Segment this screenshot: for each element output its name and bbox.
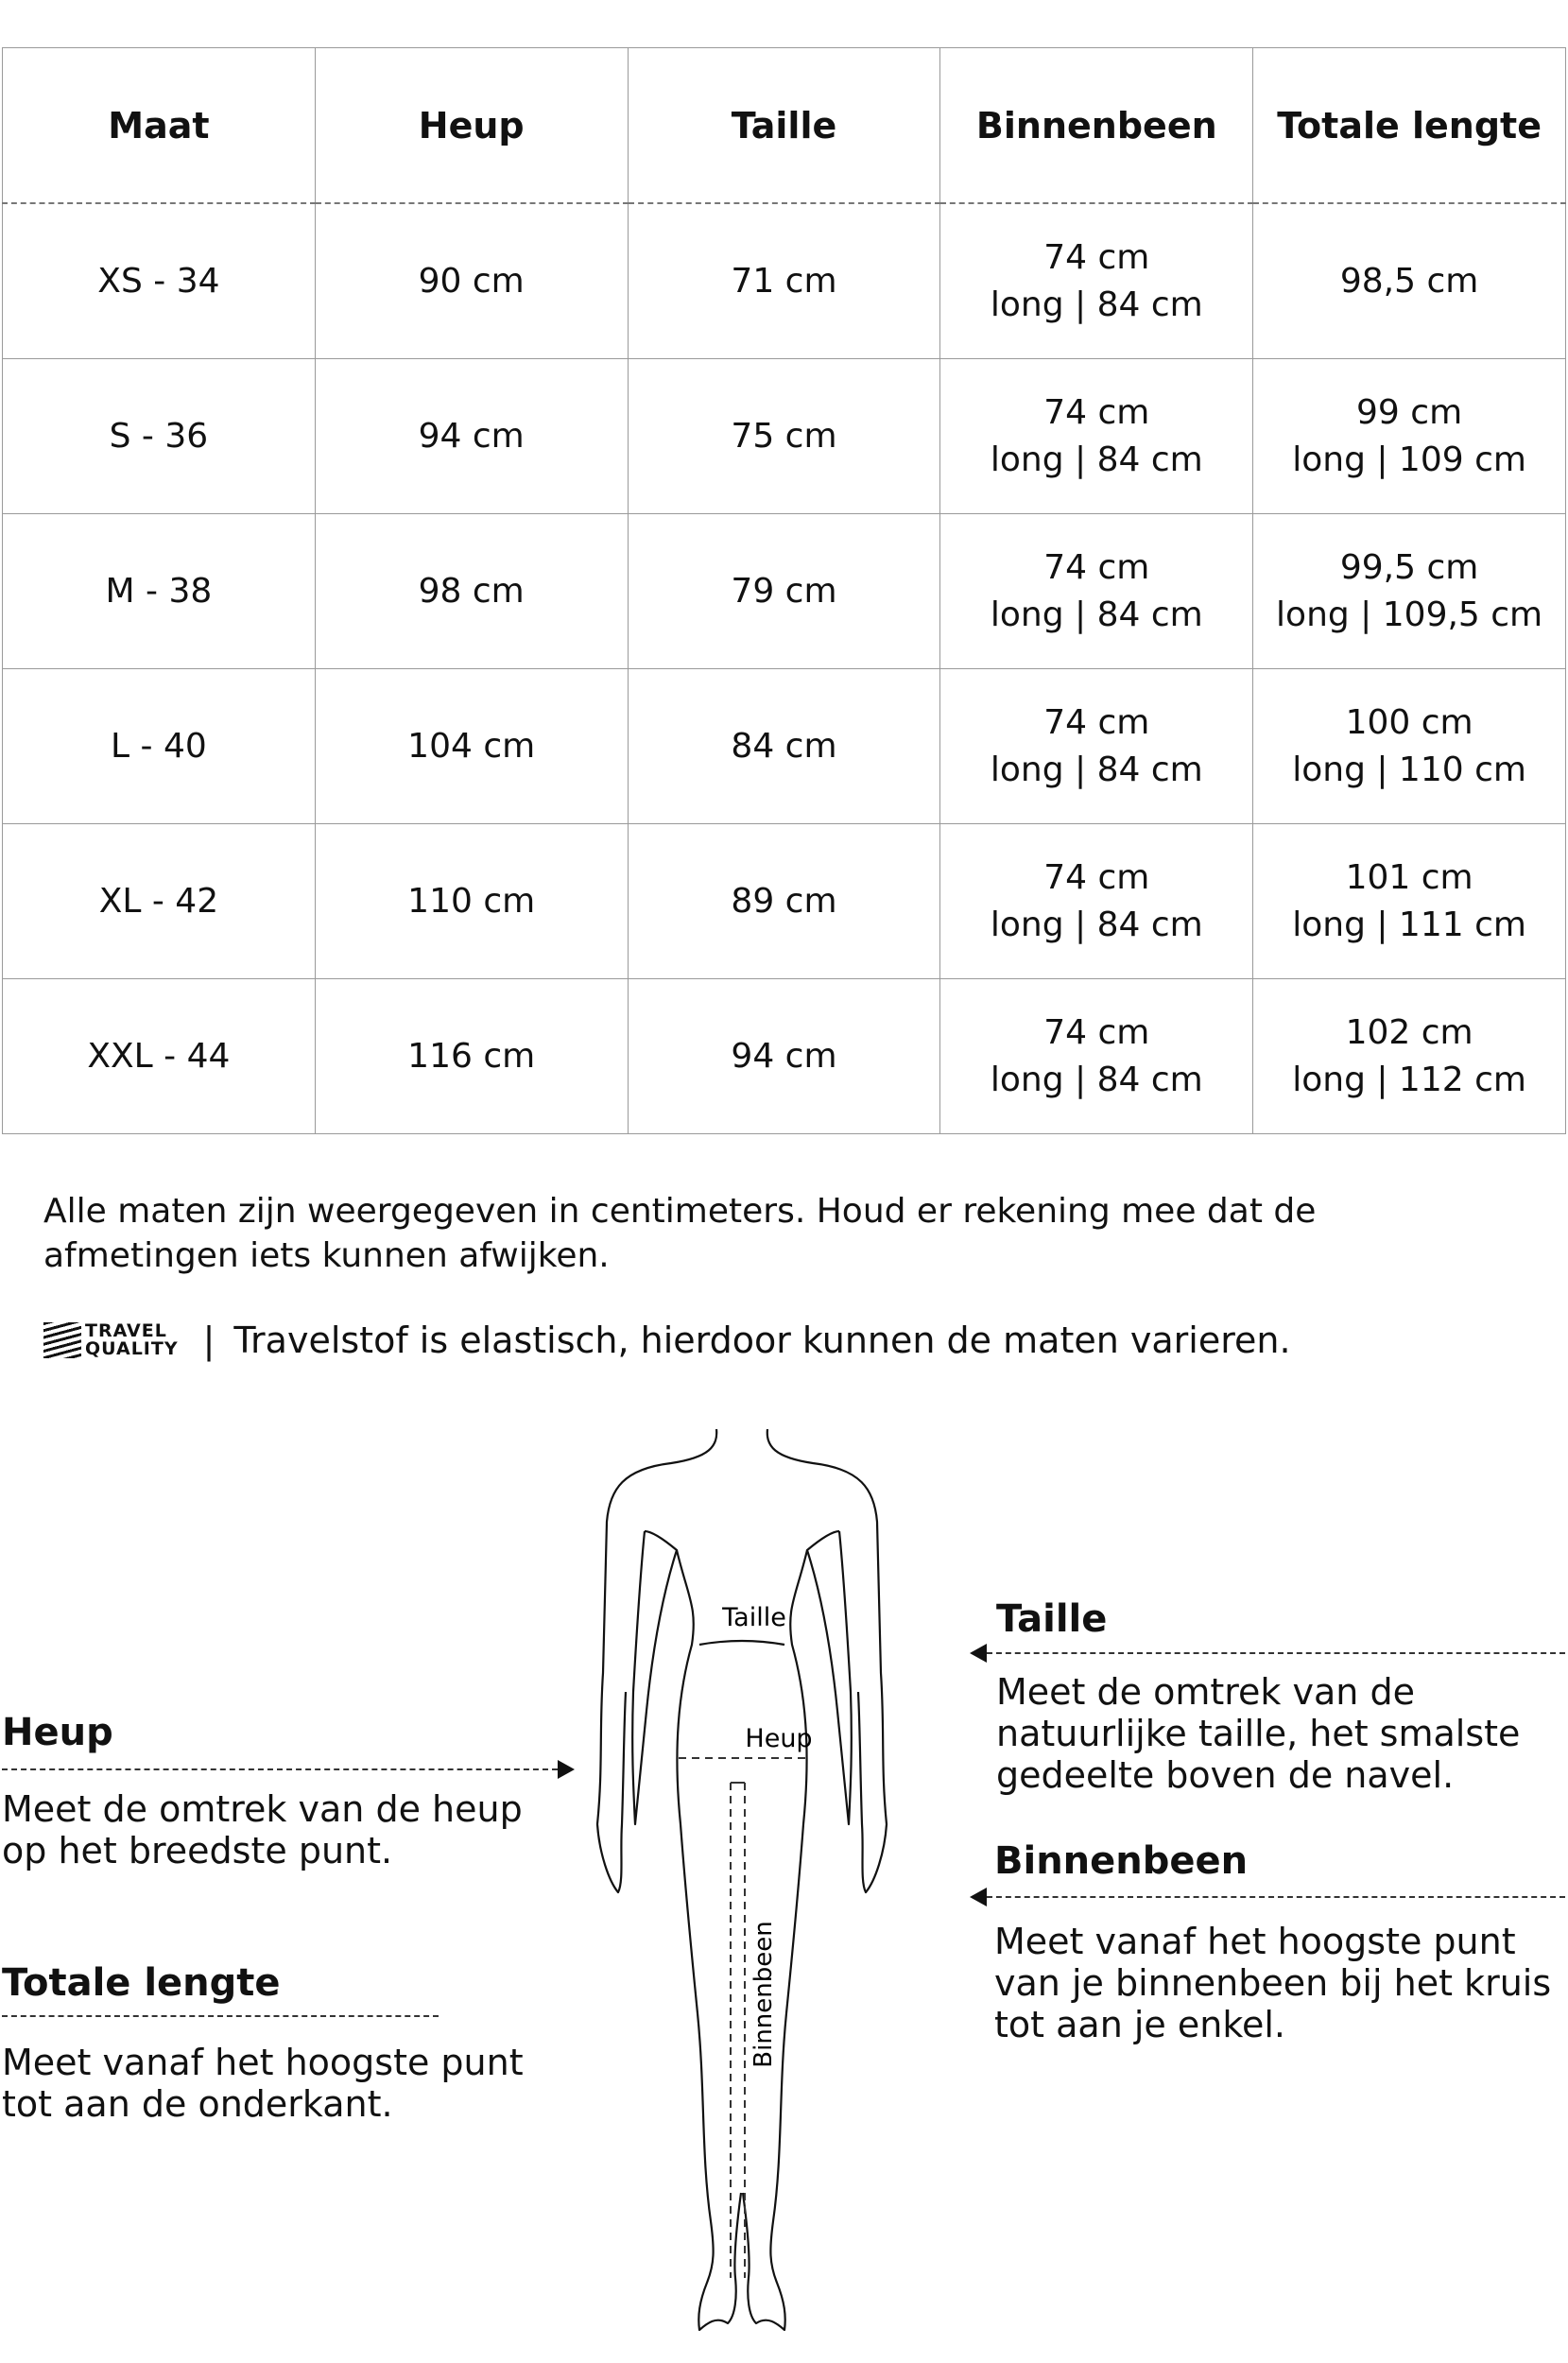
cell-binnenbeen	[940, 824, 1253, 979]
cell-taille-line-1: 94 cm	[731, 1036, 837, 1076]
figure-label-binnenbeen: Binnenbeen	[750, 1921, 778, 2068]
cell-binnenbeen-line-2: long | 84 cm	[990, 440, 1203, 479]
table-row	[3, 514, 1566, 669]
cell-maat	[3, 359, 316, 514]
figure-label-heup: Heup	[745, 1724, 813, 1753]
binnenbeen-description: Meet vanaf het hoogste punt van je binnenbeen bij het kruis tot aan je enkel.	[994, 1921, 1552, 2045]
cell-binnenbeen	[940, 669, 1253, 824]
cell-totale-lengte-line-2: long | 109,5 cm	[1276, 595, 1543, 634]
table-row	[3, 359, 1566, 514]
binnenbeen-arrow-icon	[970, 1888, 987, 1906]
heup-arrow-icon	[558, 1760, 575, 1779]
header-maat: Maat	[3, 48, 316, 204]
cell-maat-line-1: S - 36	[109, 416, 209, 456]
cell-heup	[315, 824, 628, 979]
cell-totale-lengte-line-1: 98,5 cm	[1339, 261, 1479, 301]
travel-note-text: Travelstof is elastisch, hierdoor kunnen de maten varieren.	[233, 1319, 1291, 1361]
cell-heup	[315, 669, 628, 824]
taille-dashed-line	[987, 1652, 1565, 1654]
table-row	[3, 669, 1566, 824]
cell-taille-line-1: 84 cm	[731, 726, 837, 766]
cell-totale-lengte	[1253, 203, 1566, 359]
cell-binnenbeen-line-1: 74 cm	[1043, 857, 1150, 897]
cell-taille-line-1: 75 cm	[731, 416, 837, 456]
header-heup: Heup	[315, 48, 628, 204]
totale-lengte-title: Totale lengte	[2, 1961, 281, 2005]
cell-totale-lengte-line-1: 99 cm	[1356, 392, 1463, 432]
cell-maat	[3, 824, 316, 979]
cell-binnenbeen-line-2: long | 84 cm	[990, 595, 1203, 634]
cell-heup-line-1: 116 cm	[407, 1036, 536, 1076]
header-totale-lengte: Totale lengte	[1253, 48, 1566, 204]
header-binnenbeen: Binnenbeen	[940, 48, 1253, 204]
cell-heup	[315, 203, 628, 359]
cell-maat-line-1: XXL - 44	[87, 1036, 231, 1076]
totale-lengte-dashed-line	[2, 2015, 439, 2017]
cell-heup-line-1: 90 cm	[418, 261, 525, 301]
cell-taille-line-1: 79 cm	[731, 571, 837, 611]
heup-description: Meet de omtrek van de heup op het breedste punt.	[2, 1788, 523, 1871]
cell-totale-lengte-line-2: long | 112 cm	[1292, 1060, 1526, 1099]
cell-maat-line-1: XL - 42	[98, 881, 219, 921]
heup-title: Heup	[2, 1711, 113, 1754]
table-header-row	[3, 48, 1566, 204]
cell-maat	[3, 203, 316, 359]
cell-binnenbeen-line-2: long | 84 cm	[990, 750, 1203, 789]
cell-heup-line-1: 110 cm	[407, 881, 536, 921]
logo-text-quality: QUALITY	[85, 1338, 179, 1359]
figure-right-outline	[767, 1429, 887, 1892]
cell-totale-lengte-line-1: 101 cm	[1345, 857, 1473, 897]
cell-maat	[3, 979, 316, 1134]
heup-dashed-line	[2, 1768, 558, 1770]
table-row	[3, 824, 1566, 979]
cell-binnenbeen	[940, 203, 1253, 359]
cell-totale-lengte	[1253, 979, 1566, 1134]
cell-taille-line-1: 71 cm	[731, 261, 837, 301]
cell-binnenbeen-line-2: long | 84 cm	[990, 285, 1203, 324]
cell-maat-line-1: M - 38	[105, 571, 213, 611]
table-row	[3, 979, 1566, 1134]
cell-maat-line-1: L - 40	[111, 726, 207, 766]
table-body	[3, 203, 1566, 1134]
cell-totale-lengte	[1253, 824, 1566, 979]
cell-binnenbeen-line-1: 74 cm	[1043, 702, 1150, 742]
figure-left-outline	[597, 1429, 716, 1892]
taille-description: Meet de omtrek van de natuurlijke taille, het smalste gedeelte boven de navel.	[996, 1671, 1521, 1796]
binnenbeen-dashed-line	[987, 1896, 1565, 1898]
cell-heup	[315, 359, 628, 514]
cell-totale-lengte-line-1: 102 cm	[1345, 1012, 1473, 1052]
cell-totale-lengte-line-1: 99,5 cm	[1339, 547, 1479, 587]
totale-lengte-description: Meet vanaf het hoogste punt tot aan de onderkant.	[2, 2042, 524, 2125]
cell-binnenbeen-line-2: long | 84 cm	[990, 905, 1203, 944]
binnenbeen-title: Binnenbeen	[994, 1839, 1249, 1883]
cell-binnenbeen-line-1: 74 cm	[1043, 547, 1150, 587]
travel-quality-logo	[43, 1322, 179, 1358]
cell-totale-lengte	[1253, 669, 1566, 824]
taille-arrow-icon	[970, 1644, 987, 1663]
logo-text-travel: TRAVEL	[85, 1320, 167, 1341]
cell-heup	[315, 979, 628, 1134]
cell-binnenbeen-line-1: 74 cm	[1043, 1012, 1150, 1052]
cell-binnenbeen-line-1: 74 cm	[1043, 237, 1150, 277]
cell-totale-lengte	[1253, 514, 1566, 669]
cell-heup-line-1: 104 cm	[407, 726, 536, 766]
cell-heup	[315, 514, 628, 669]
cell-maat	[3, 669, 316, 824]
cell-totale-lengte-line-2: long | 109 cm	[1292, 440, 1526, 479]
body-figure-illustration	[586, 1408, 907, 2354]
cell-taille	[628, 979, 940, 1134]
cell-binnenbeen	[940, 359, 1253, 514]
cell-totale-lengte-line-2: long | 110 cm	[1292, 750, 1526, 789]
cell-maat	[3, 514, 316, 669]
cell-taille	[628, 824, 940, 979]
cell-totale-lengte	[1253, 359, 1566, 514]
cell-heup-line-1: 98 cm	[418, 571, 525, 611]
cell-taille	[628, 203, 940, 359]
cell-maat-line-1: XS - 34	[97, 261, 220, 301]
cell-taille	[628, 669, 940, 824]
table-row	[3, 203, 1566, 359]
cell-binnenbeen-line-2: long | 84 cm	[990, 1060, 1203, 1099]
logo-stripes-icon	[43, 1322, 81, 1358]
cell-totale-lengte-line-2: long | 111 cm	[1292, 905, 1526, 944]
cell-heup-line-1: 94 cm	[418, 416, 525, 456]
cell-taille-line-1: 89 cm	[731, 881, 837, 921]
measurement-note: Alle maten zijn weergegeven in centimeters. Houd er rekening mee dat de afmetingen iets kunnen afwijken.	[43, 1192, 1317, 1275]
separator: |	[202, 1319, 215, 1361]
cell-binnenbeen	[940, 514, 1253, 669]
cell-totale-lengte-line-1: 100 cm	[1345, 702, 1473, 742]
header-taille: Taille	[628, 48, 940, 204]
size-table	[2, 47, 1566, 1134]
taille-title: Taille	[996, 1597, 1108, 1641]
cell-binnenbeen	[940, 979, 1253, 1134]
figure-label-taille: Taille	[722, 1603, 786, 1632]
cell-taille	[628, 359, 940, 514]
cell-taille	[628, 514, 940, 669]
travel-quality-note	[43, 1319, 1291, 1361]
cell-binnenbeen-line-1: 74 cm	[1043, 392, 1150, 432]
